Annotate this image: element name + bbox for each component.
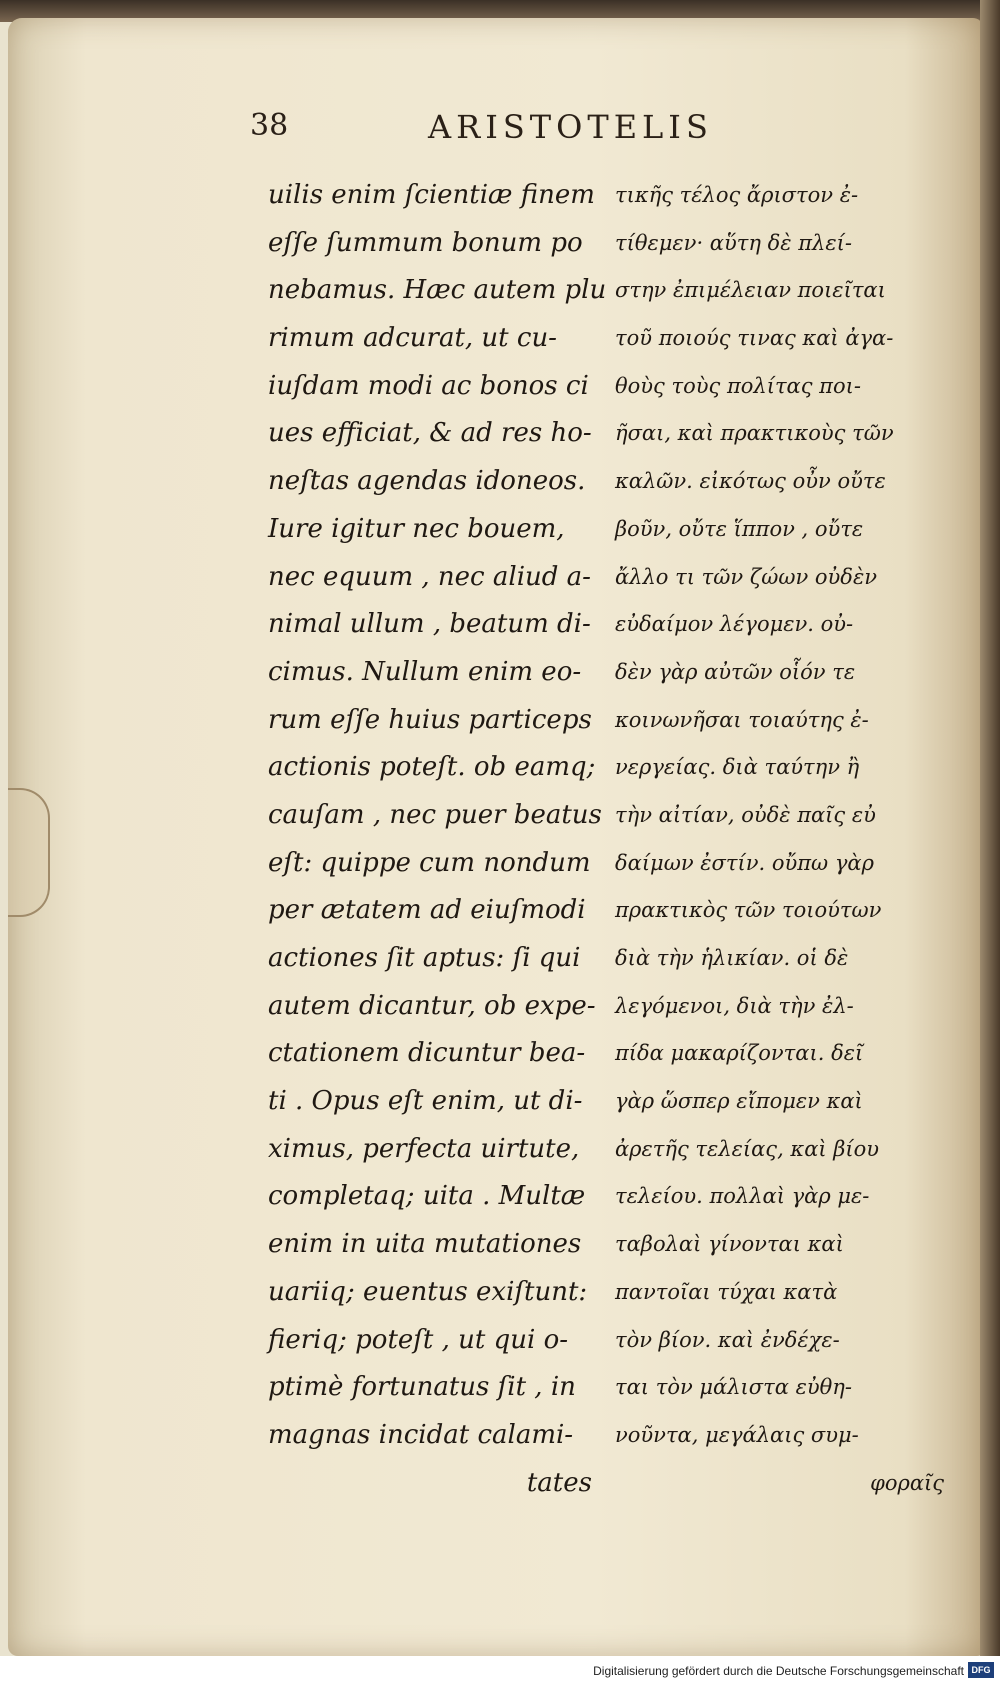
footer-bar [0,1656,1000,1691]
text-line: nimal ullum , beatum di- [268,609,591,640]
text-line: τικῆς τέλος ἄριστον ἐ- [615,183,859,207]
page-number: 38 [250,108,289,143]
text-line: eſſe ſummum bonum po [268,227,583,258]
text-line: καλῶν. εἰκότως οὖν οὔτε [615,469,886,494]
running-head: ARISTOTELIS [428,108,713,146]
text-line: enim in uita mutationes [268,1229,582,1260]
text-line: πίδα μακαρίζονται. δεῖ [615,1041,864,1066]
text-line: nec equum , nec aliud a- [268,561,591,592]
book-spine [980,0,1000,1691]
text-line: ti . Opus eſt enim, ut di- [268,1086,583,1117]
text-line: ximus, perfecta uirtute, [268,1133,580,1164]
catchword: tates [526,1467,592,1498]
text-line: βοῦν, οὔτε ἵππον , οὔτε [615,516,864,541]
text-line: τίθεμεν· αὕτη δὲ πλεί- [615,230,852,255]
text-line: ἀρετῆς τελείας, καὶ βίου [615,1136,880,1161]
footer-credit: Digitalisierung gefördert durch die Deutsche Forschungsgemeinschaft [593,1664,964,1678]
latin-column [268,172,607,1507]
text-line: magnas incidat calami- [268,1419,574,1450]
text-line: δὲν γὰρ αὐτῶν οἷόν τε [615,659,856,684]
text-line: ῆσαι, καὶ πρακτικοὺς τῶν [615,421,894,446]
text-line: λεγόμενοι, διὰ τὴν ἐλ- [615,993,854,1018]
text-line: παντοῖαι τύχαι κατὰ [615,1279,838,1304]
text-line: per ætatem ad eiuſmodi [268,895,586,926]
text-line: actionis poteſt. ob eamq; [268,752,596,783]
text-line: τὴν αἰτίαν, οὐδὲ παῖς εὐ [615,802,876,827]
text-line: γὰρ ὥσπερ εἴπομεν καὶ [615,1089,863,1114]
text-line: ταβολαὶ γίνονται καὶ [615,1232,844,1257]
text-line: uariiq; euentus exiſtunt: [268,1276,588,1307]
text-line: δαίμων ἐστίν. οὔπω γὰρ [615,850,874,875]
text-line: autem dicantur, ob expe- [268,990,596,1021]
text-line: στην ἐπιμέλειαν ποιεῖται [615,278,886,303]
text-line: πρακτικὸς τῶν τοιούτων [615,898,882,923]
text-line: Iure igitur nec bouem, [268,513,565,544]
greek-column [615,172,950,1507]
text-line: iuſdam modi ac bonos ci [268,370,589,401]
text-line: τοῦ ποιούς τινας καὶ ἀγα- [615,326,894,351]
text-line: ues efficiat, & ad res ho- [268,418,592,449]
text-line: τελείου. πολλαὶ γὰρ με- [615,1184,870,1209]
text-line: κοινωνῆσαι τοιαύτης ἐ- [615,707,869,732]
text-line: τὸν βίον. καὶ ἐνδέχε- [615,1327,840,1352]
catchword: φοραῖς [870,1470,944,1495]
text-line: θοὺς τοὺς πολίτας ποι- [615,373,861,398]
text-line: ται τὸν μάλιστα εὐθη- [615,1375,852,1400]
text-line: νεργείας. διὰ ταύτην ἢ [615,755,860,780]
text-line: actiones ſit aptus: ſi qui [268,943,581,973]
text-line: fieriq; poteſt , ut qui o- [268,1324,569,1355]
text-line: εὐδαίμον λέγομεν. οὐ- [615,612,854,637]
text-line: ptimè fortunatus ſit , in [268,1372,576,1403]
text-line: rum eſſe huius particeps [268,704,592,735]
text-line: cauſam , nec puer beatus [268,799,602,830]
page-clasp-mark [8,788,50,917]
text-line: διὰ τὴν ἡλικίαν. οἱ δὲ [615,946,849,970]
text-line: uilis enim ſcientiæ finem [268,180,595,210]
text-line: completaq; uita . Multæ [268,1181,586,1212]
text-line: nebamus. Hæc autem plu [268,275,607,306]
text-line: cimus. Nullum enim eo- [268,656,582,687]
text-line: ctationem dicuntur bea- [268,1038,586,1069]
text-line: rimum adcurat, ut cu- [268,323,557,354]
text-line: neſtas agendas idoneos. [268,466,586,497]
text-line: ἄλλο τι τῶν ζώων οὐδὲν [615,564,877,589]
text-line: eſt: quippe cum nondum [268,847,591,878]
dfg-logo: DFG [968,1662,994,1678]
text-line: νοῦντα, μεγάλαις συμ- [615,1422,859,1447]
